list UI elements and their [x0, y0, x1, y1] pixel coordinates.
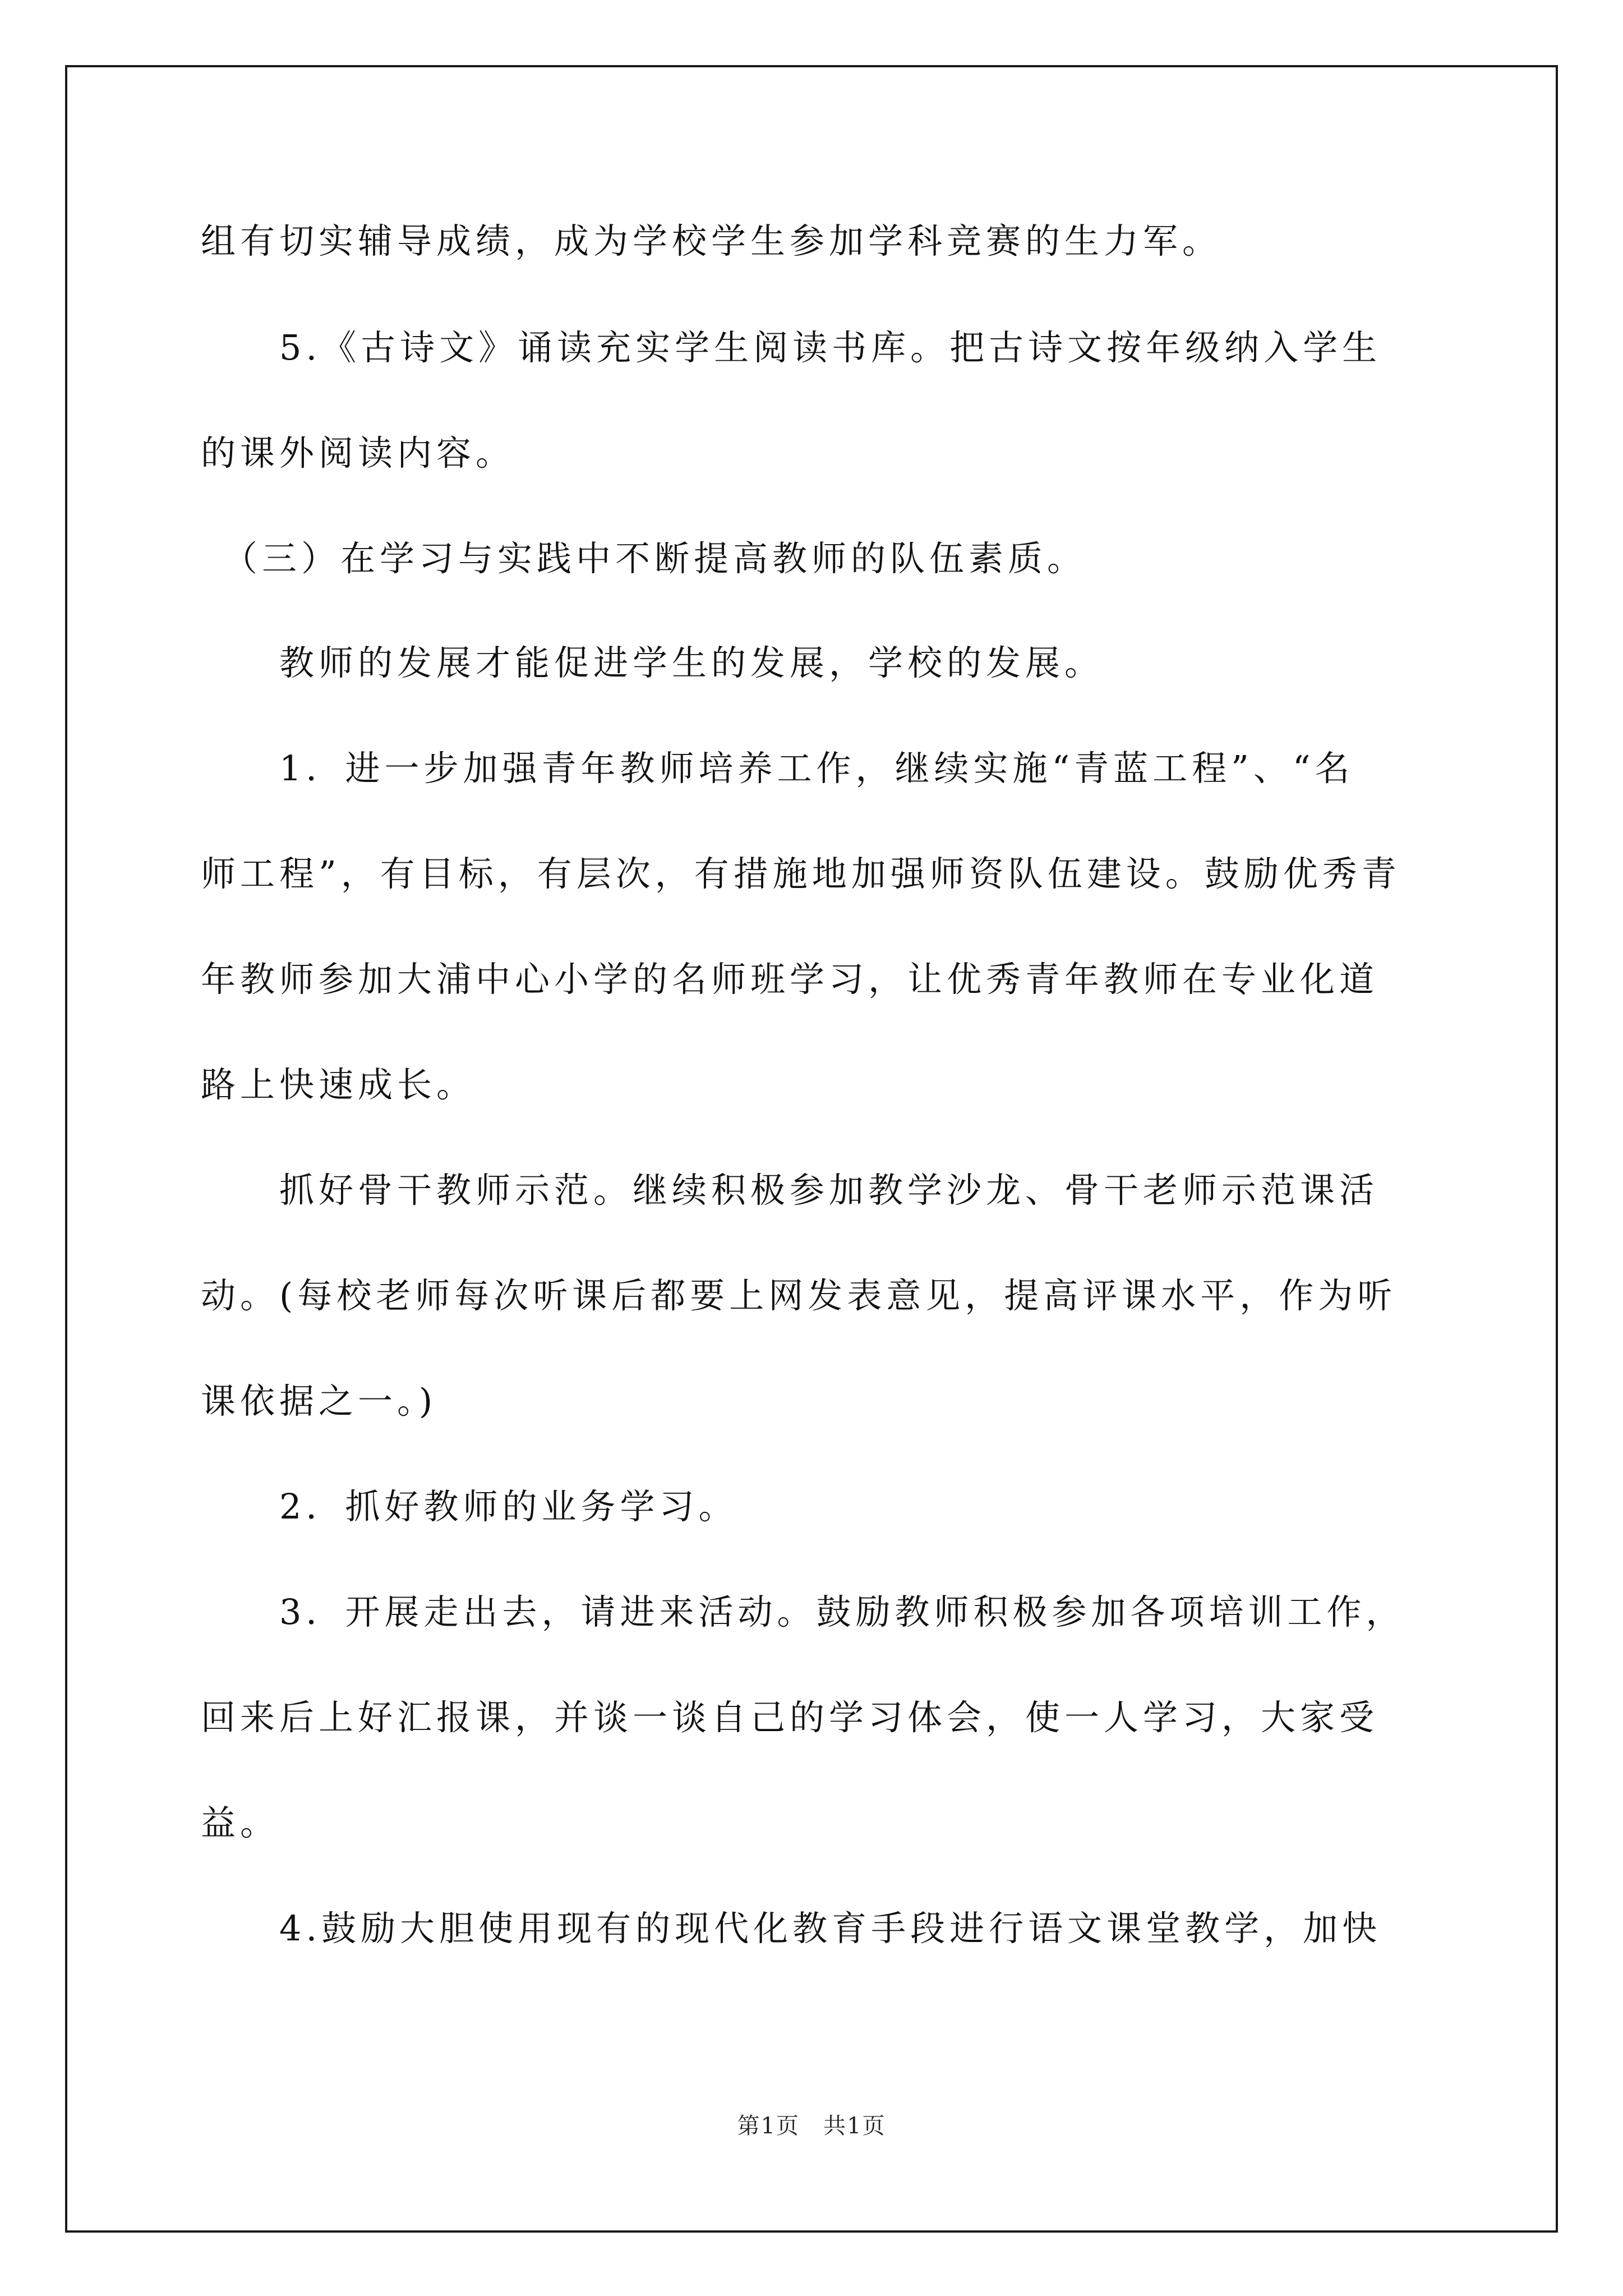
text-line: 益。 — [201, 1802, 280, 1843]
text-line: 抓好骨干教师示范。继续积极参加教学沙龙、骨干老师示范课活 — [201, 1170, 1379, 1211]
text-line: 回来后上好汇报课，并谈一谈自己的学习体会，使一人学习，大家受 — [201, 1697, 1379, 1738]
text-line: 5.《古诗文》诵读充实学生阅读书库。把古诗文按年级纳入学生 — [201, 327, 1382, 368]
text-line: 4.鼓励大胆使用现有的现代化教育手段进行语文课堂教学，加快 — [201, 1908, 1382, 1949]
text-line: 1．进一步加强青年教师培养工作，继续实施“青蓝工程”、“名 — [201, 748, 1354, 789]
text-line: 动。(每校老师每次听课后都要上网发表意见，提高评课水平，作为听 — [201, 1275, 1397, 1316]
text-line: 组有切实辅导成绩，成为学校学生参加学科竞赛的生力军。 — [201, 220, 1222, 261]
page-footer: 第1页 共1页 — [737, 2113, 886, 2139]
text-line: 的课外阅读内容。 — [201, 432, 515, 473]
text-line: 3．开展走出去，请进来活动。鼓励教师积极参加各项培训工作， — [201, 1591, 1405, 1632]
text-line: 2．抓好教师的业务学习。 — [201, 1486, 738, 1527]
section-heading: （三）在学习与实践中不断提高教师的队伍素质。 — [201, 538, 1087, 579]
text-line: 课依据之一。) — [201, 1381, 437, 1421]
text-line: 师工程”，有目标，有层次，有措施地加强师资队伍建设。鼓励优秀青 — [201, 853, 1401, 894]
text-line: 路上快速成长。 — [201, 1064, 476, 1105]
text-line: 教师的发展才能促进学生的发展，学校的发展。 — [201, 642, 1104, 683]
text-line: 年教师参加大浦中心小学的名师班学习，让优秀青年教师在专业化道 — [201, 959, 1379, 1000]
